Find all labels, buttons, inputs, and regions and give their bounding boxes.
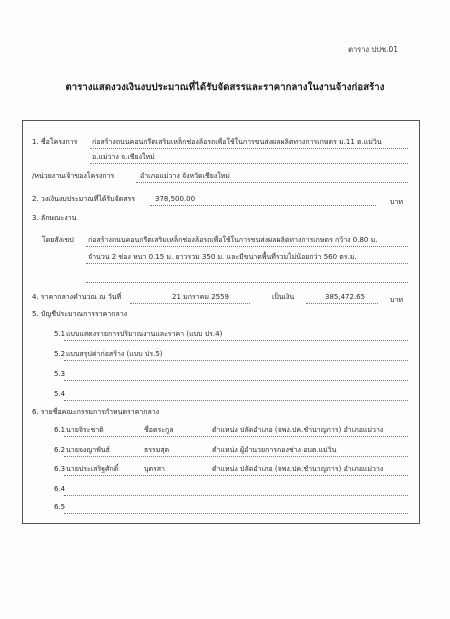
committee-member-first-name: นายประเสริฐศักดิ์ (66, 465, 119, 473)
estimate-row-text: แบบสรุปค่าก่อสร้าง (แบบ ปร.5) (66, 350, 163, 358)
budget-unit: บาท (390, 198, 403, 206)
project-name-line1: ก่อสร้างถนนคอนกรีตเสริมเหล็กช่องล้อรถเพื่อใช้ในการขนส่งผลผลิตทางการเกษตร ม.11 ต.แม่วิน (92, 138, 382, 146)
committee-row-underline (64, 495, 408, 496)
agency-underline (136, 182, 408, 183)
document-title: ตารางแสดงวงเงินงบประมาณที่ได้รับจัดสรรและราคากลางในงานจ้างก่อสร้าง (65, 82, 385, 93)
estimate-row-num: 5.4 (54, 390, 66, 398)
estimate-row-underline (64, 400, 408, 401)
form-code: ตาราง ปปช.01 (348, 45, 398, 54)
budget-value: 378,500.00 (155, 195, 196, 203)
estimate-row-num: 5.2 (54, 350, 66, 358)
committee-member-num: 6.5 (54, 503, 66, 511)
committee-member-last-name: ธรรมสุด (144, 446, 170, 454)
work-underline-2 (86, 263, 408, 264)
estimate-row-underline (64, 380, 408, 381)
committee-member-first-name: นายจงญาพันธ์ (66, 446, 110, 454)
committee-member-last-name: บุตรสา (144, 465, 165, 473)
committee-member-num: 6.2 (54, 446, 66, 454)
reference-price-amount: 385,472.65 (325, 293, 366, 301)
estimate-row-num: 5.1 (54, 330, 66, 338)
budget-label: 2. วงเงินงบประมาณที่ได้รับจัดสรร (32, 195, 136, 203)
date-underline (130, 303, 250, 304)
reference-price-label: 4. ราคากลางคำนวณ ณ วันที่ (32, 293, 122, 301)
project-name-label: 1. ชื่อโครงการ (32, 138, 78, 146)
work-underline-3 (86, 282, 408, 283)
reference-price-date: 21 มกราคม 2559 (172, 293, 230, 301)
committee-member-position: ตำแหน่ง ปลัดอำเภอ (จพง.ปค.ชำนาญการ) อำเภอแม่วาง (212, 426, 384, 434)
budget-underline (150, 205, 376, 206)
committee-member-num: 6.3 (54, 465, 66, 473)
estimate-row-text: แบบแสดงรายการปริมาณงานและราคา (แบบ ปร.4) (66, 330, 223, 338)
amount-label: เป็นเงิน (272, 293, 295, 301)
committee-row-underline (64, 513, 408, 514)
project-name-line2: อ.แม่วาง จ.เชียงใหม่ (92, 153, 155, 161)
committee-row-underline (64, 456, 408, 457)
project-name-underline-1 (90, 148, 408, 149)
committee-member-num: 6.4 (54, 485, 66, 493)
agency-value: อำเภอแม่วาง จังหวัดเชียงใหม่ (140, 172, 230, 180)
amount-unit: บาท (390, 296, 403, 304)
project-name-underline-2 (90, 163, 408, 164)
committee-label: 6. รายชื่อคณะกรรมการกำหนดราคากลาง (32, 408, 160, 416)
agency-label: /หน่วยงานเจ้าของโครงการ (32, 172, 115, 180)
work-underline-1 (86, 246, 408, 247)
committee-member-first-name: นายจิระชาติ (66, 426, 104, 434)
committee-member-position: ตำแหน่ง ผู้อำนวยการกองช่าง อบต.แม่วิน (212, 446, 337, 454)
committee-row-underline (64, 436, 408, 437)
work-description-line1: ก่อสร้างถนนคอนกรีตเสริมเหล็กช่องล้อรถเพื่อใช้ในการขนส่งผลผลิตทางการเกษตร กว้าง 0.80 ม. (88, 236, 378, 244)
committee-member-num: 6.1 (54, 426, 66, 434)
committee-row-underline (64, 475, 408, 476)
amount-underline (306, 303, 378, 304)
estimate-row-num: 5.3 (54, 370, 66, 378)
estimate-list-label: 5. บัญชีประมาณการราคากลาง (32, 310, 128, 318)
work-summary-label: โดยสังเขป (42, 236, 74, 244)
estimate-row-underline (64, 360, 408, 361)
work-type-label: 3. ลักษณะงาน (32, 214, 77, 222)
work-description-line2: จำนวน 2 ช่อง หนา 0.15 ม. ยาวรวม 350 ม. และมีขนาดพื้นที่รวมไม่น้อยกว่า 560 ตร.ม. (88, 253, 357, 261)
estimate-row-underline (64, 340, 408, 341)
committee-member-position: ตำแหน่ง ปลัดอำเภอ (จพง.ปค.ชำนาญการ) อำเภอแม่วาง (212, 465, 384, 473)
committee-member-last-name: ชื่อตระกูล (144, 426, 174, 434)
